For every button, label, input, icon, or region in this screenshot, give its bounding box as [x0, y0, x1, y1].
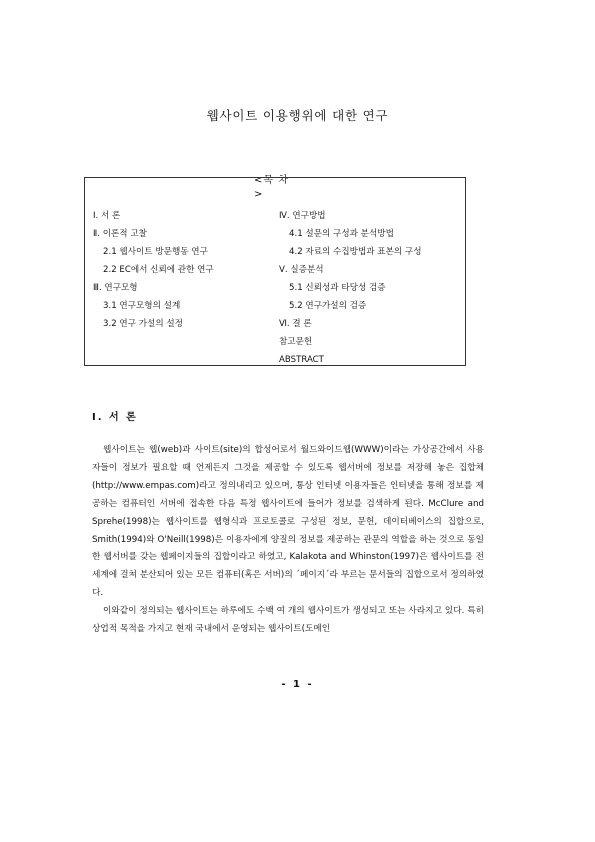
toc-item[interactable]: Ⅳ. 연구방법: [279, 211, 326, 221]
toc-item[interactable]: 4.2 자료의 수집방법과 표본의 구성: [289, 247, 422, 257]
toc-heading: <목 차: [254, 175, 289, 186]
paragraph: 웹사이트는 웹(web)과 사이트(site)의 합성어로서 월드와이드웹(WWW)이라는 가상공간에서 사용자들이 정보가 필요할 때 언제든지 그것을 제공할 수 있도록 웹서버에 정보를 저장해 놓은 집합체(http://www.empas.com)라고 정의내리고 있으며, 통상 인터넷 이용자들은 인터넷을 통해 정보를 제공하는 컴퓨터인 서버에 접속한 다음 특정 웹사이트에 들어가 정보를 검색하게 된다. McClure and Sprehe(1998)는 웹사이트를 웹형식과 프로토콜로 구성된 정보, 문헌, 데이터베이스의 집합으로, Smith(1994)와 O'Neill(1998)은 이용자에게 양질의 정보를 제공하는 관문의 역할을 하는 것으로 동일한 웹서버를 갖는 웹페이지들의 집합이라고 하였고, Kalakota and Whinston(1997)은 웹사이트를 전세계에 걸쳐 분산되어 있는 모든 컴퓨터(혹은 서버)의 ´페이지´라 부르는 문서들의 집합으로서 정의하였다.: [92, 445, 484, 599]
toc-item[interactable]: 2.2 EC에서 신뢰에 관한 연구: [103, 265, 214, 275]
paragraph: 이와같이 정의되는 웹사이트는 하루에도 수백 여 개의 웹사이트가 생성되고 또는 사라지고 있다. 특히 상업적 목적을 가지고 현재 국내에서 운영되는 웹사이트(도메인: [92, 606, 484, 635]
toc-item[interactable]: Ⅲ. 연구모형: [93, 283, 138, 293]
section-heading: Ⅰ. 서 론: [92, 412, 138, 423]
toc-heading-close: >: [254, 189, 263, 200]
toc-item[interactable]: Ⅱ. 이론적 고찰: [93, 229, 147, 239]
toc-item[interactable]: Ⅰ. 서 론: [93, 211, 121, 221]
body-text: [92, 442, 484, 639]
toc-left-column: [93, 210, 214, 336]
page-number: - 1 -: [281, 679, 314, 690]
toc-item[interactable]: 3.2 연구 가설의 설정: [103, 319, 183, 329]
toc-item[interactable]: ABSTRACT: [279, 355, 324, 365]
toc-item[interactable]: 2.1 웹사이트 방문행동 연구: [103, 247, 208, 257]
toc-right-column: [279, 210, 422, 372]
toc-item[interactable]: Ⅵ. 결 론: [279, 319, 312, 329]
toc-item[interactable]: 5.2 연구가설의 검증: [289, 301, 367, 311]
toc-item[interactable]: 참고문헌: [279, 337, 313, 347]
toc-item[interactable]: Ⅴ. 실증분석: [279, 265, 324, 275]
toc-item[interactable]: 4.1 설문의 구성과 분석방법: [289, 229, 394, 239]
toc-item[interactable]: 3.1 연구모형의 설계: [103, 301, 181, 311]
document-title: 웹사이트 이용행위에 대한 연구: [206, 108, 389, 123]
toc-item[interactable]: 5.1 신뢰성과 타당성 검증: [289, 283, 386, 293]
